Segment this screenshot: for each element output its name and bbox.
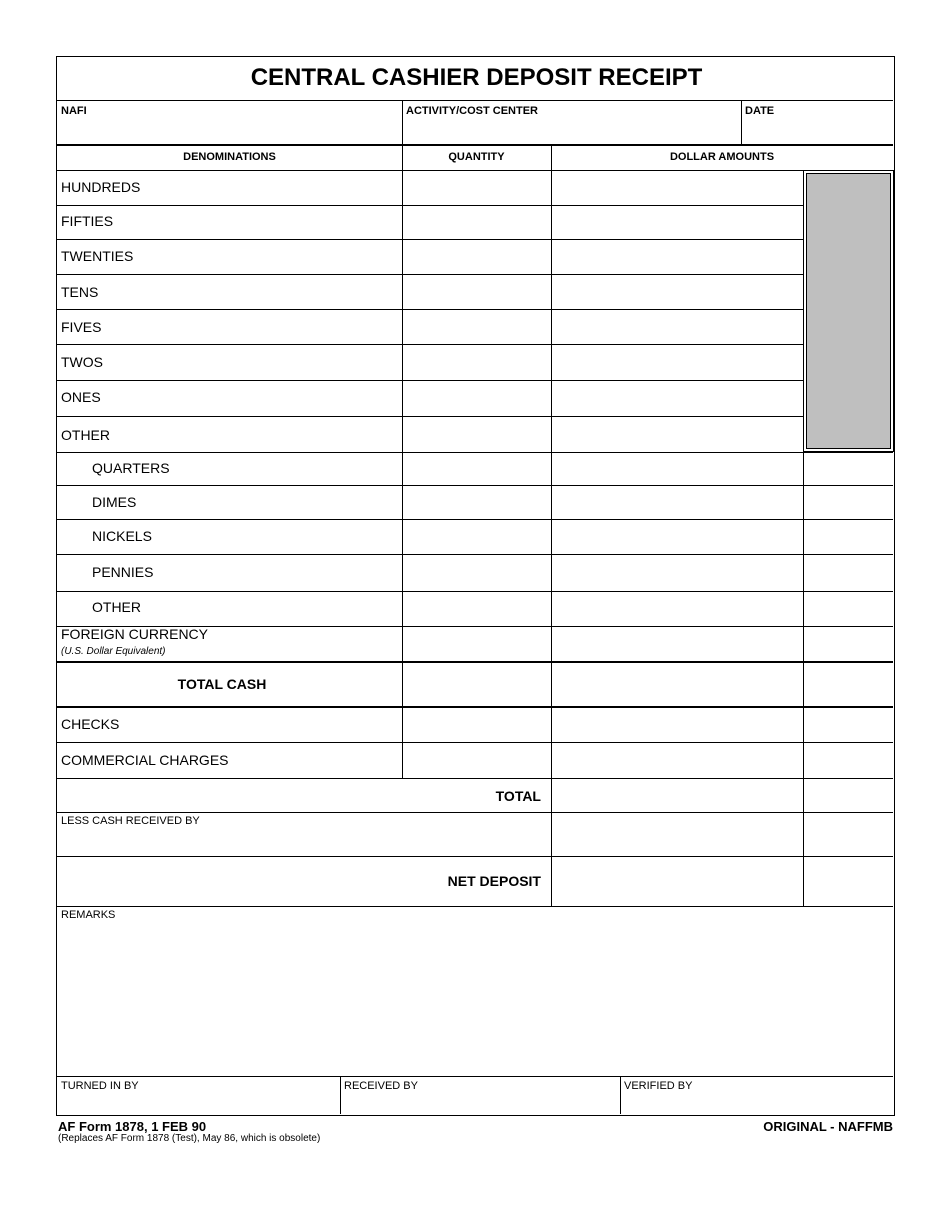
divider <box>57 1076 893 1077</box>
deposit-receipt-form <box>56 56 895 1116</box>
amount-cell-quarters[interactable] <box>552 453 803 485</box>
amount-cell-less-cash[interactable] <box>552 813 803 856</box>
subtotal-cell-dimes[interactable] <box>804 486 893 519</box>
quantity-cell-total-cash[interactable] <box>403 662 551 706</box>
subtotal-cell-pennies[interactable] <box>804 555 893 591</box>
row-label-dimes: DIMES <box>92 494 137 510</box>
divider <box>57 100 893 101</box>
form-id: AF Form 1878, 1 FEB 90 <box>58 1119 207 1134</box>
subtotal-cell-nickels[interactable] <box>804 520 893 554</box>
quantity-cell-checks[interactable] <box>403 707 551 742</box>
amount-cell-twos[interactable] <box>552 345 803 380</box>
amount-cell-ones[interactable] <box>552 381 803 416</box>
activity-cost-center-field[interactable] <box>403 117 741 145</box>
amount-cell-commercial-charges[interactable] <box>552 743 803 778</box>
subtotal-cell-other-coins[interactable] <box>804 592 893 626</box>
quantity-cell-commercial-charges[interactable] <box>403 743 551 778</box>
quantity-cell-pennies[interactable] <box>403 555 551 591</box>
amount-cell-fives[interactable] <box>552 310 803 344</box>
less-cash-received-by-label: LESS CASH RECEIVED BY <box>61 815 200 827</box>
row-label-foreign-currency: FOREIGN CURRENCY <box>61 626 209 642</box>
quantity-cell-quarters[interactable] <box>403 453 551 485</box>
subtotal-cell-total-cash[interactable] <box>804 662 893 706</box>
quantity-cell-nickels[interactable] <box>403 520 551 554</box>
amount-cell-other-coins[interactable] <box>552 592 803 626</box>
row-label-other: OTHER <box>61 427 110 443</box>
row-label-net-deposit: NET DEPOSIT <box>447 873 541 889</box>
activity-cost-center-label: ACTIVITY/COST CENTER <box>406 105 539 117</box>
quantity-cell-other[interactable] <box>403 417 551 452</box>
row-label-tens: TENS <box>61 284 99 300</box>
subtotal-cell-quarters[interactable] <box>804 453 893 485</box>
foreign-currency-note: (U.S. Dollar Equivalent) <box>61 646 166 657</box>
form-title: CENTRAL CASHIER DEPOSIT RECEIPT <box>250 64 703 91</box>
amount-cell-nickels[interactable] <box>552 520 803 554</box>
copy-designation: ORIGINAL - NAFFMB <box>763 1119 893 1134</box>
quantity-cell-tens[interactable] <box>403 275 551 309</box>
row-label-other-coins: OTHER <box>92 599 141 615</box>
row-label-hundreds: HUNDREDS <box>61 179 141 195</box>
row-label-commercial-charges: COMMERCIAL CHARGES <box>61 752 229 768</box>
amount-cell-foreign-currency[interactable] <box>552 627 803 661</box>
amount-cell-dimes[interactable] <box>552 486 803 519</box>
row-label-nickels: NICKELS <box>92 528 152 544</box>
row-label-total: TOTAL <box>495 788 541 804</box>
subtotal-cell-commercial-charges[interactable] <box>804 743 893 778</box>
row-label-fives: FIVES <box>61 319 102 335</box>
amount-cell-total-cash[interactable] <box>552 662 803 706</box>
quantity-cell-twenties[interactable] <box>403 240 551 274</box>
row-label-twenties: TWENTIES <box>61 248 134 264</box>
verified-by-field[interactable] <box>621 1093 893 1113</box>
row-label-quarters: QUARTERS <box>92 460 170 476</box>
quantity-cell-hundreds[interactable] <box>403 171 551 205</box>
amount-cell-other[interactable] <box>552 417 803 452</box>
divider <box>57 144 893 146</box>
amount-cell-net-deposit[interactable] <box>552 857 803 906</box>
nafi-label: NAFI <box>61 105 87 117</box>
quantity-header: QUANTITY <box>448 151 505 163</box>
subtotal-cell-less-cash[interactable] <box>804 813 893 856</box>
subtotal-cell-total[interactable] <box>804 779 893 812</box>
amount-cell-fifties[interactable] <box>552 206 803 239</box>
date-label: DATE <box>745 105 775 117</box>
remarks-label: REMARKS <box>61 909 116 921</box>
dollar-amounts-header: DOLLAR AMOUNTS <box>669 151 775 163</box>
shaded-area <box>806 173 891 449</box>
quantity-cell-fives[interactable] <box>403 310 551 344</box>
quantity-cell-dimes[interactable] <box>403 486 551 519</box>
remarks-field[interactable] <box>57 923 893 1075</box>
date-field[interactable] <box>742 117 893 145</box>
received-by-label: RECEIVED BY <box>344 1080 418 1092</box>
subtotal-cell-net-deposit[interactable] <box>804 857 893 906</box>
quantity-cell-ones[interactable] <box>403 381 551 416</box>
row-label-pennies: PENNIES <box>92 564 154 580</box>
amount-cell-checks[interactable] <box>552 707 803 742</box>
nafi-field[interactable] <box>57 117 402 145</box>
received-by-field[interactable] <box>341 1093 620 1113</box>
row-label-ones: ONES <box>61 389 101 405</box>
subtotal-cell-checks[interactable] <box>804 707 893 742</box>
subtotal-cell-foreign-currency[interactable] <box>804 627 893 661</box>
amount-cell-twenties[interactable] <box>552 240 803 274</box>
form-replaces-note: (Replaces AF Form 1878 (Test), May 86, which is obsolete) <box>58 1133 321 1144</box>
verified-by-label: VERIFIED BY <box>624 1080 693 1092</box>
amount-cell-pennies[interactable] <box>552 555 803 591</box>
amount-cell-total[interactable] <box>552 779 803 812</box>
quantity-cell-twos[interactable] <box>403 345 551 380</box>
amount-cell-hundreds[interactable] <box>552 171 803 205</box>
row-label-twos: TWOS <box>61 354 103 370</box>
less-cash-received-by-field[interactable] <box>57 827 551 856</box>
turned-in-by-label: TURNED IN BY <box>61 1080 139 1092</box>
divider <box>57 906 893 907</box>
turned-in-by-field[interactable] <box>57 1093 340 1113</box>
amount-cell-tens[interactable] <box>552 275 803 309</box>
row-label-fifties: FIFTIES <box>61 213 114 229</box>
row-label-total-cash: TOTAL CASH <box>177 676 267 692</box>
quantity-cell-fifties[interactable] <box>403 206 551 239</box>
quantity-cell-foreign-currency[interactable] <box>403 627 551 661</box>
quantity-cell-other-coins[interactable] <box>403 592 551 626</box>
denominations-header: DENOMINATIONS <box>183 151 276 163</box>
row-label-checks: CHECKS <box>61 716 120 732</box>
